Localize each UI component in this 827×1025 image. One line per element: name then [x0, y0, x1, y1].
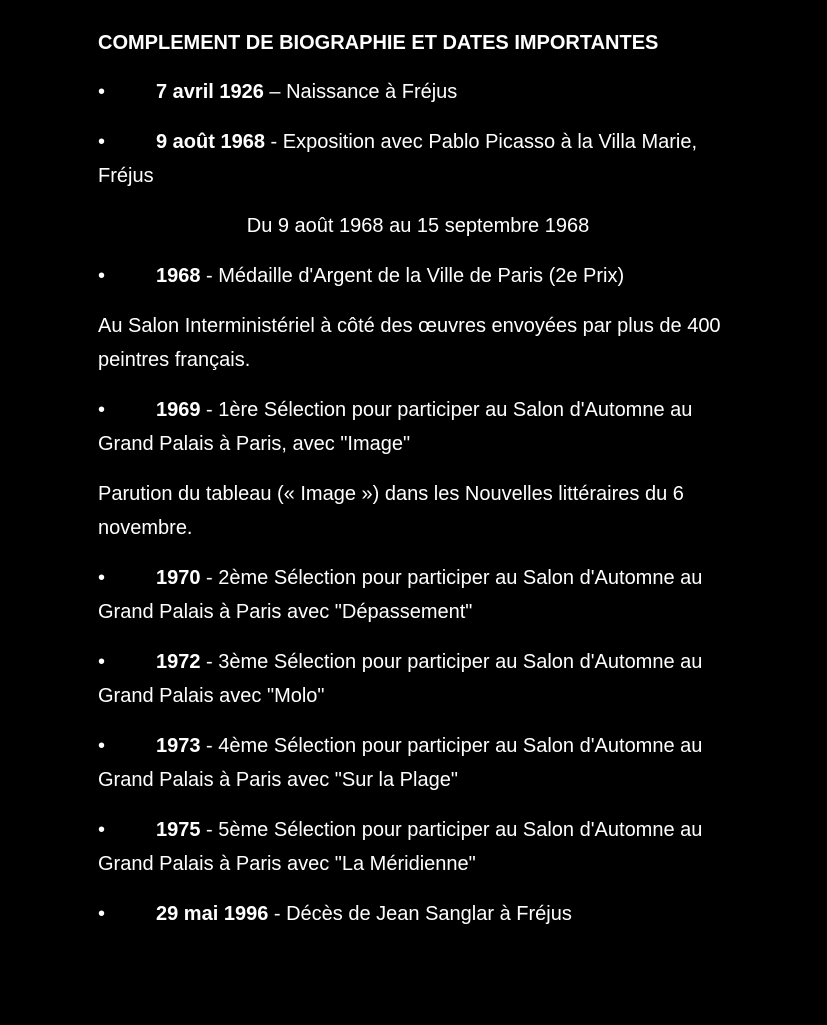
entry-text: - 3ème Sélection pour participer au Salon d'Automne au Grand Palais avec "Molo"	[98, 651, 703, 707]
timeline-item	[98, 75, 738, 109]
publication-note: Parution du tableau (« Image ») dans les Nouvelles littéraires du 6 novembre.	[98, 483, 684, 539]
bullet-glyph: •	[98, 81, 106, 103]
entry-text: - 5ème Sélection pour participer au Salon d'Automne au Grand Palais à Paris avec "La Méridienne"	[98, 819, 703, 875]
timeline-item	[98, 259, 738, 293]
exhibition-dates-note: Du 9 août 1968 au 15 septembre 1968	[246, 215, 590, 237]
timeline-item	[98, 125, 738, 193]
document-title: COMPLEMENT DE BIOGRAPHIE ET DATES IMPORTANTES	[98, 32, 659, 54]
entry-date: 1968	[156, 265, 201, 287]
entry-date: 1970	[156, 567, 201, 589]
entry-date: 1973	[156, 735, 201, 757]
bullet-glyph: •	[98, 131, 106, 153]
bullet-glyph: •	[98, 265, 106, 287]
entry-date: 9 août 1968	[156, 131, 265, 153]
entry-date: 29 mai 1996	[156, 903, 269, 925]
bullet-glyph: •	[98, 735, 106, 757]
timeline-item	[98, 897, 738, 931]
entry-text: - Décès de Jean Sanglar à Fréjus	[268, 903, 572, 925]
bullet-glyph: •	[98, 819, 106, 841]
entry-date: 1969	[156, 399, 201, 421]
bullet-glyph: •	[98, 651, 106, 673]
entry-text: – Naissance à Fréjus	[263, 81, 458, 103]
timeline-item	[98, 813, 738, 881]
entry-date: 1975	[156, 819, 201, 841]
timeline-item	[98, 729, 738, 797]
timeline-item	[98, 393, 738, 461]
bullet-glyph: •	[98, 903, 106, 925]
salon-note: Au Salon Interministériel à côté des œuvres envoyées par plus de 400 peintres français.	[98, 315, 721, 371]
timeline-item	[98, 645, 738, 713]
entry-text: - 2ème Sélection pour participer au Salon d'Automne au Grand Palais à Paris avec "Dépassement"	[98, 567, 703, 623]
entry-text: - 4ème Sélection pour participer au Salon d'Automne au Grand Palais à Paris avec "Sur la Plage"	[98, 735, 703, 791]
entry-date: 1972	[156, 651, 201, 673]
bullet-glyph: •	[98, 567, 106, 589]
entry-text: - Médaille d'Argent de la Ville de Paris (2e Prix)	[200, 265, 625, 287]
entry-text: - 1ère Sélection pour participer au Salon d'Automne au Grand Palais à Paris, avec "Image"	[98, 399, 693, 455]
document-body	[98, 26, 738, 947]
bullet-glyph: •	[98, 399, 106, 421]
timeline-item	[98, 561, 738, 629]
entry-text: - Exposition avec Pablo Picasso à la Villa Marie, Fréjus	[98, 131, 698, 187]
entry-date: 7 avril 1926	[156, 81, 264, 103]
